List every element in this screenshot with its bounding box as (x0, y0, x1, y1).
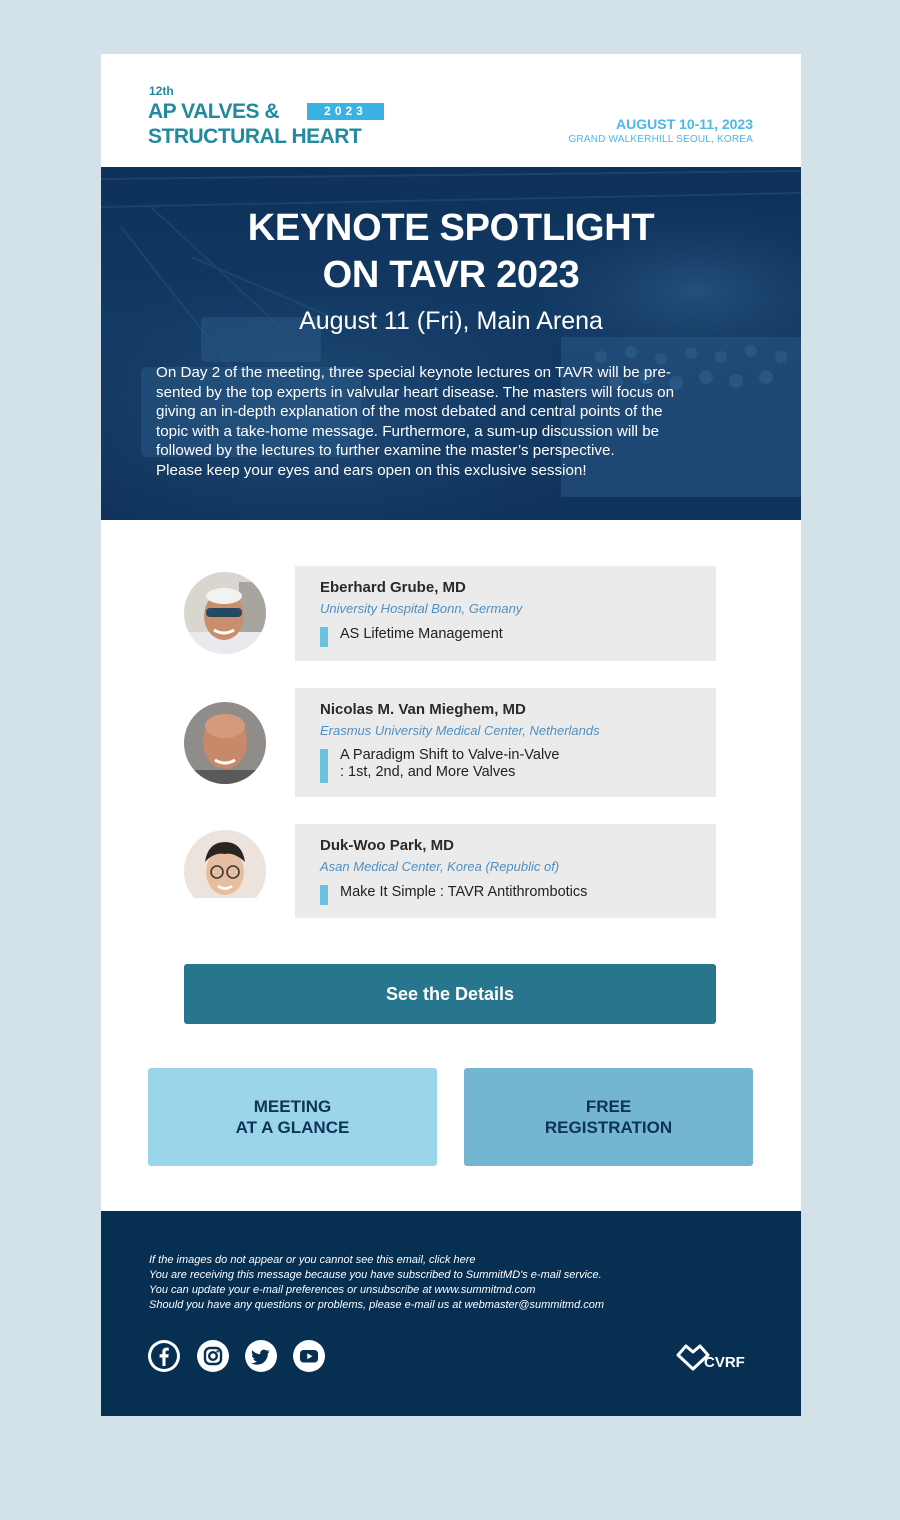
footer-line: You can update your e-mail preferences or unsubscribe at www.summitmd.com (149, 1284, 536, 1296)
email-card (101, 54, 801, 1416)
logo-title-line1: AP VALVES & (148, 100, 280, 123)
speaker-name: Nicolas M. Van Mieghem, MD (320, 701, 526, 718)
svg-text:CVRF: CVRF (704, 1354, 745, 1371)
hero-title-line1: KEYNOTE SPOTLIGHT (247, 207, 655, 249)
event-date: AUGUST 10-11, 2023 (616, 116, 753, 132)
speaker-name: Eberhard Grube, MD (320, 579, 466, 596)
twitter-icon[interactable] (245, 1340, 277, 1372)
hero-body-line: Please keep your eyes and ears open on this exclusive session! (156, 461, 587, 479)
tile-label (148, 1096, 437, 1138)
logo-edition: 12th (149, 84, 174, 98)
footer-notice (149, 1253, 604, 1313)
youtube-icon[interactable] (293, 1340, 325, 1372)
hero-title (101, 205, 801, 299)
speaker-topic: AS Lifetime Management (340, 626, 503, 642)
free-registration-button[interactable] (464, 1068, 753, 1166)
speaker-photo-van-mieghem (184, 702, 266, 784)
footer-line: You are receiving this message because you have subscribed to SummitMD's e-mail service. (149, 1269, 602, 1281)
event-venue: GRAND WALKERHILL SEOUL, KOREA (568, 134, 753, 145)
footer-line-click-here[interactable] (149, 1253, 604, 1268)
cvrf-logo (676, 1341, 754, 1371)
speaker-topic-line1: A Paradigm Shift to Valve-in-Valve (340, 747, 560, 763)
hero-body-line: On Day 2 of the meeting, three special keynote lectures on TAVR will be pre- (156, 364, 671, 381)
hero-description (156, 363, 756, 481)
speaker-info-park (295, 824, 716, 918)
tile-label-line2: AT A GLANCE (235, 1118, 350, 1137)
tile-label-line1: MEETING (253, 1097, 332, 1116)
speaker-name: Duk-Woo Park, MD (320, 837, 454, 854)
hero-body-line: giving an in-depth explanation of the most debated and central points of the (156, 403, 663, 421)
facebook-icon[interactable] (148, 1340, 180, 1372)
header (101, 54, 801, 167)
tile-label-line2: REGISTRATION (544, 1118, 673, 1137)
hero-subtitle: August 11 (Fri), Main Arena (299, 307, 603, 335)
hero-banner (101, 167, 801, 520)
hero-body-line: topic with a take-home message. Furthermore, a sum-up discussion will be (156, 422, 660, 440)
speaker-topic-line2: : 1st, 2nd, and More Valves (340, 764, 516, 780)
hero-body-line: sented by the top experts in valvular heart disease. The masters will focus on (156, 383, 675, 401)
logo-year-badge: 2023 (307, 103, 384, 120)
instagram-icon[interactable] (197, 1340, 229, 1372)
speaker-info-grube (295, 566, 716, 661)
tile-label-line1: FREE (585, 1097, 632, 1116)
logo-title-line2: STRUCTURAL HEART (148, 125, 362, 148)
speaker-affiliation: University Hospital Bonn, Germany (320, 601, 523, 616)
tile-label (464, 1096, 753, 1138)
speaker-affiliation: Asan Medical Center, Korea (Republic of) (320, 859, 560, 874)
click-here-link[interactable]: If the images do not appear or you cannot see this email, click here (149, 1254, 476, 1266)
speaker-photo-park (184, 830, 266, 912)
speaker-topic: Make It Simple : TAVR Antithrombotics (340, 884, 588, 900)
hero-title-line2: ON TAVR 2023 (322, 254, 580, 296)
meeting-at-a-glance-button[interactable] (148, 1068, 437, 1166)
speaker-topic (340, 747, 559, 781)
see-details-button[interactable]: See the Details (184, 964, 716, 1024)
speaker-photo-grube (184, 572, 266, 654)
topic-accent-bar (320, 627, 328, 647)
speaker-info-van-mieghem (295, 688, 716, 797)
footer (101, 1211, 801, 1416)
footer-line: Should you have any questions or problems, please e-mail us at webmaster@summitmd.com (149, 1299, 605, 1311)
hero-body-line: followed by the lectures to further examine the master’s perspective. (156, 442, 615, 460)
topic-accent-bar (320, 885, 328, 905)
speaker-affiliation: Erasmus University Medical Center, Netherlands (320, 723, 600, 738)
topic-accent-bar (320, 749, 328, 783)
